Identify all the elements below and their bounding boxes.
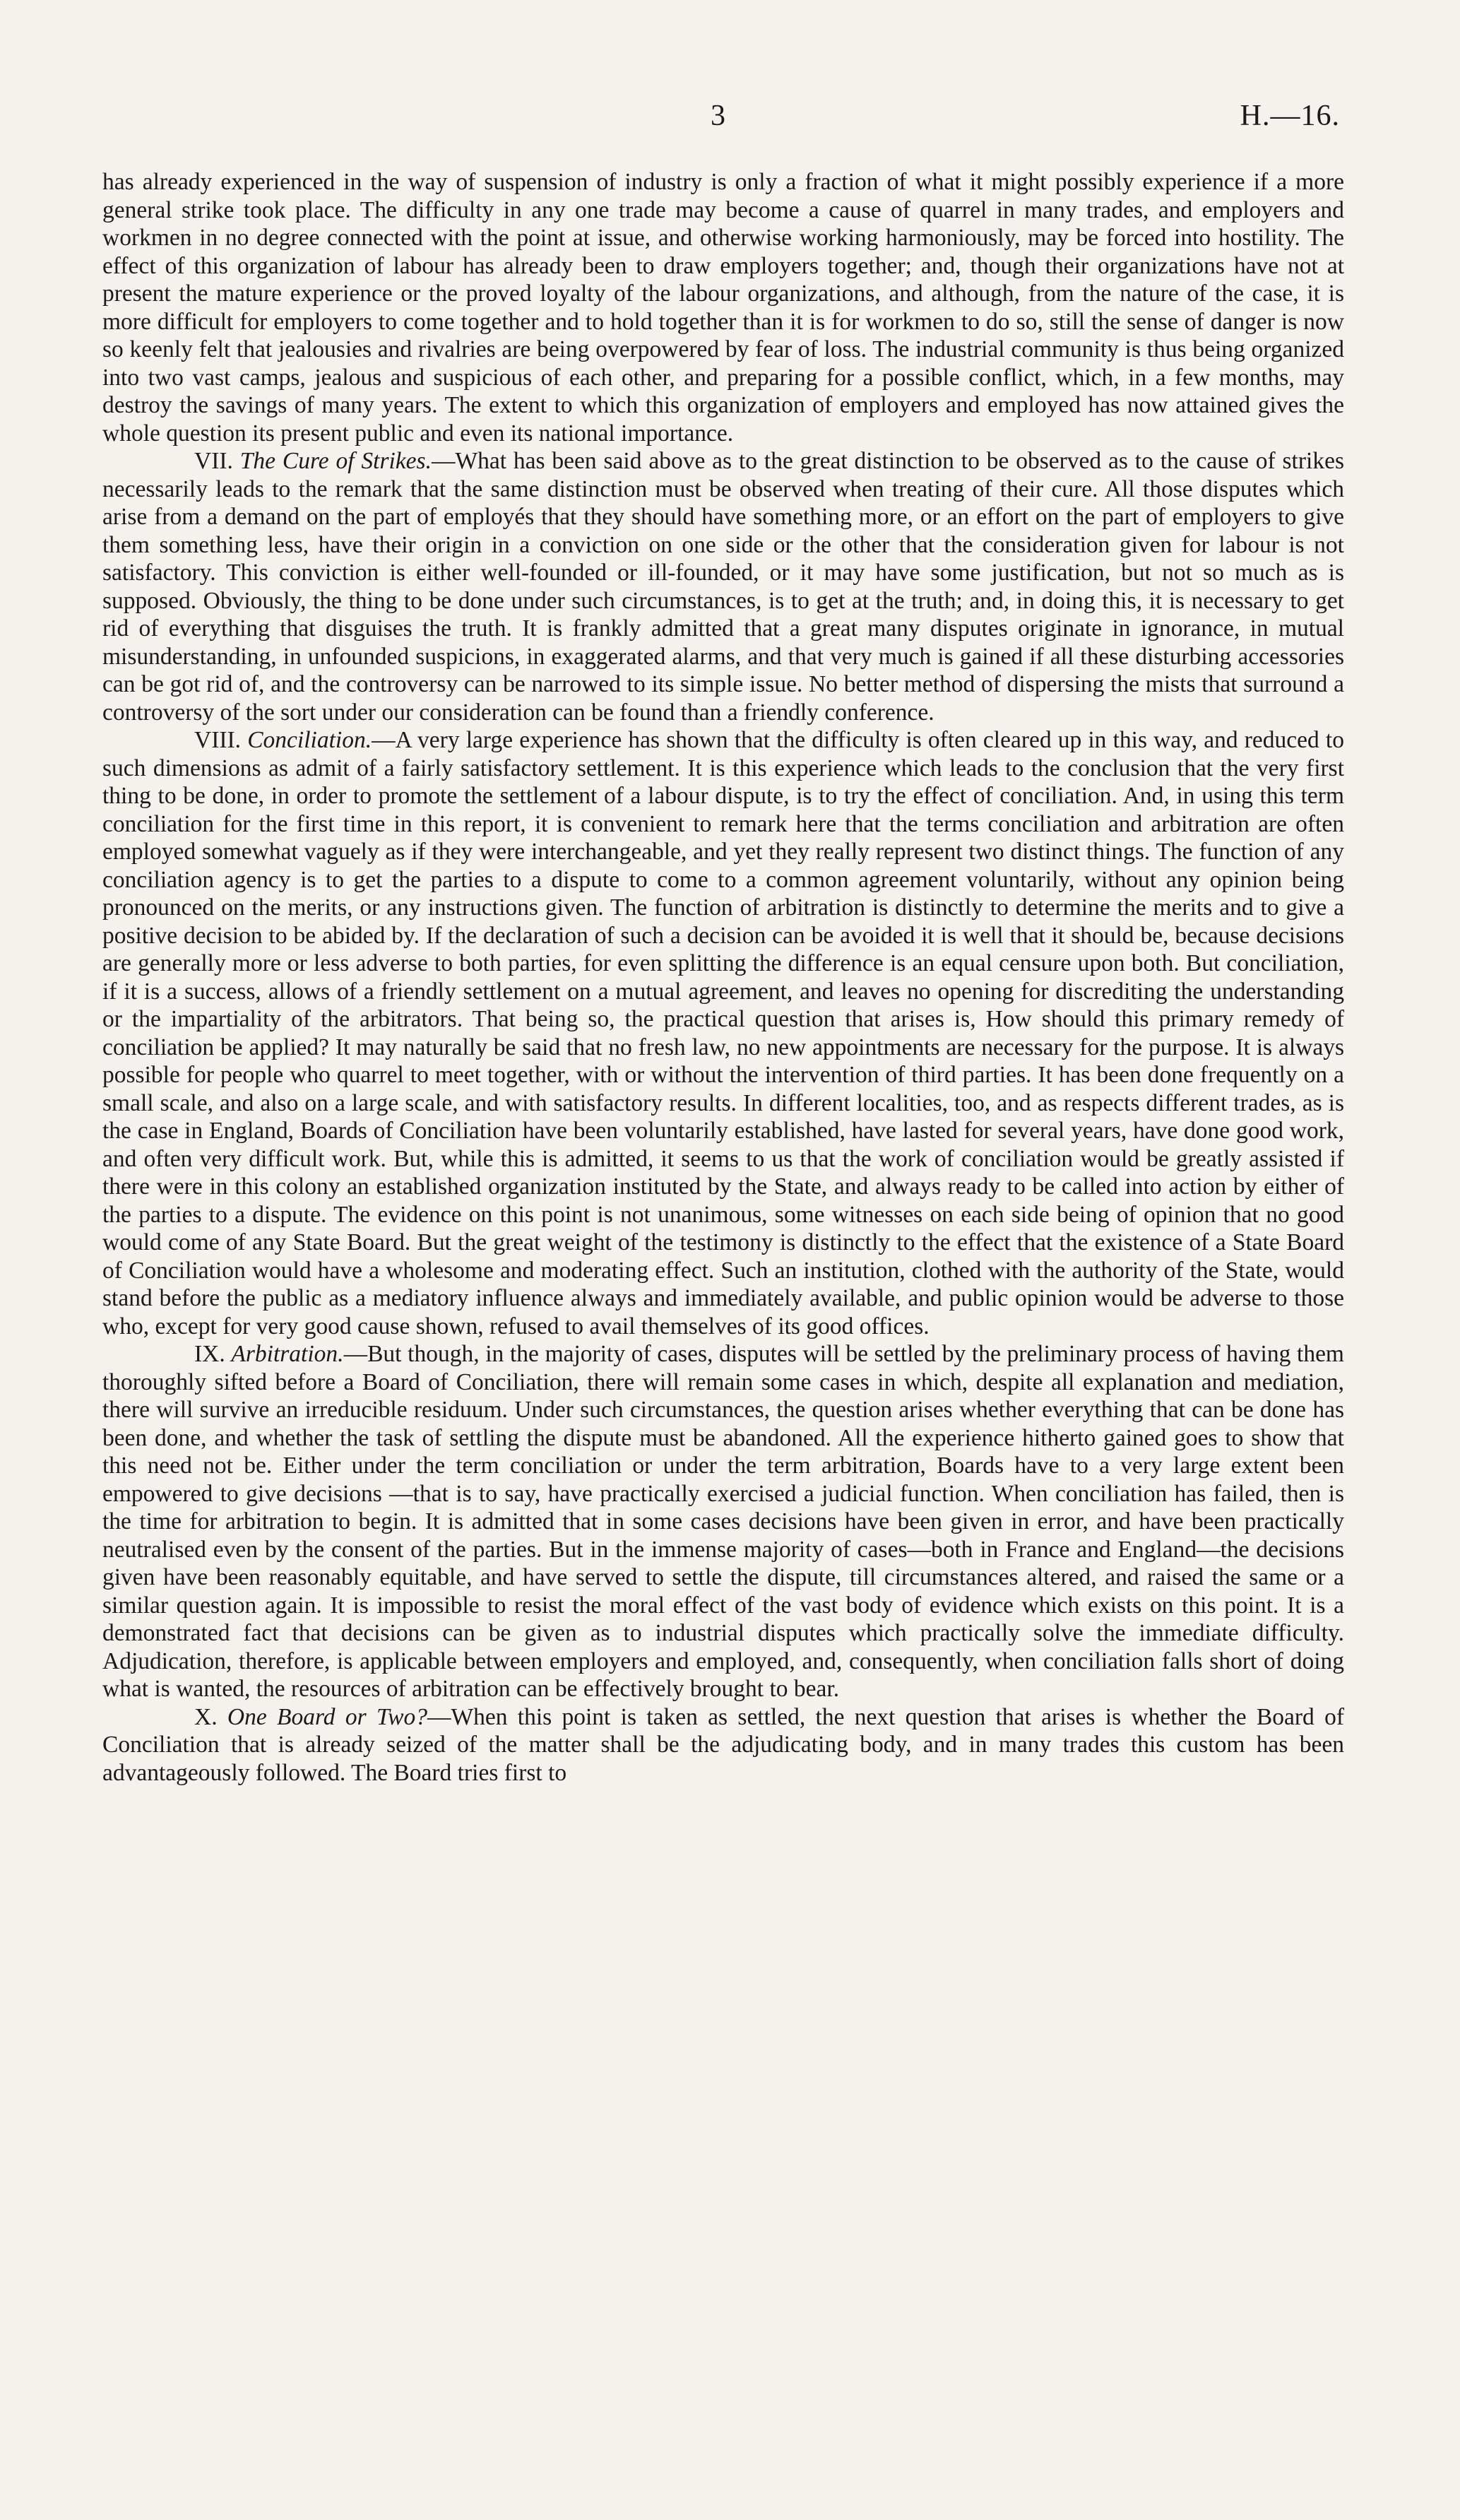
section-number: X.: [194, 1703, 227, 1730]
section-number: IX.: [194, 1341, 232, 1367]
paragraph-text: —A very large experience has shown that the difficulty is often cleared up in this way, and reduced to such dimensions as admit of a fairly satisfactory settlement. It is this experience which leads to the conclusion that the very first thing to be done, in order to promote the settlement of a labour dispute, is to try the effect of conciliation. And, in using this term conciliation for the first time in this report, it is convenient to remark here that the terms conciliation and arbitration are often employed somewhat vaguely as if they were interchangeable, and yet they really represent two distinct things. The function of any conciliation agency is to get the parties to a dispute to come to a common agreement voluntarily, without any opinion being pronounced on the merits, or any instructions given. The function of arbitration is distinctly to determine the merits and to give a positive decision to be abided by. If the declaration of such a decision can be avoided it is well that it should be, because decisions are generally more or less adverse to both parties, for even splitting the difference is an equal censure upon both. But conciliation, if it is a success, allows of a friendly settlement on a mutual agreement, and leaves no opening for discrediting the understanding or the impartiality of the arbitrators. That being so, the practical question that arises is, How should this primary remedy of conciliation be applied? It may naturally be said that no fresh law, no new appointments are necessary for the purpose. It is always possible for people who quarrel to meet together, with or without the intervention of third parties. It has been done frequently on a small scale, and also on a large scale, and with satisfactory results. In different localities, too, and as respects different trades, as is the case in England, Boards of Conciliation have been voluntarily established, have lasted for several years, have done good work, and often very difficult work. But, while this is admitted, it seems to us that the work of conciliation would be greatly assisted if there were in this colony an established organization instituted by the State, and always ready to be called into action by either of the parties to a dispute. The evidence on this point is not unanimous, some witnesses on each side being of opinion that no good would come of any State Board. But the great weight of the testimony is distinctly to the effect that the existence of a State Board of Conciliation would have a wholesome and moderating effect. Such an institution, clothed with the authority of the State, would stand before the public as a mediatory influence always and immediately available, and public opinion would be adverse to those who, except for very good cause shown, refused to avail themselves of its good offices.: [102, 727, 1344, 1339]
section-ix: [102, 1340, 1344, 1703]
body-text: [102, 168, 1344, 1787]
section-number: VIII.: [194, 727, 248, 753]
section-x: [102, 1703, 1344, 1787]
page-number: 3: [711, 100, 725, 132]
section-vii: [102, 447, 1344, 726]
section-heading: Conciliation.: [247, 727, 372, 753]
paragraph-continuation: [102, 168, 1344, 447]
section-heading: The Cure of Strikes.: [239, 448, 432, 474]
paragraph-text: —When this point is taken as settled, the next question that arises is whether the Board of Conciliation that is already seized of the matter shall be the adjudicating body, and in many trades this custom has been advantageously followed. The Board tries first to: [102, 1703, 1344, 1786]
page-header: [0, 99, 1460, 141]
paragraph-text: —But though, in the majority of cases, disputes will be settled by the preliminary process of having them thoroughly sifted before a Board of Conciliation, there will remain some cases in which, despite all explanation and mediation, there will survive an irreducible residuum. Under such circumstances, the question arises whether everything that can be done has been done, and whether the task of settling the dispute must be abandoned. All the experience hitherto gained goes to show that this need not be. Either under the term conciliation or under the term arbitration, Boards have to a very large extent been empowered to give decisions —that is to say, have practically exercised a judicial function. When conciliation has failed, then is the time for arbitration to begin. It is admitted that in some cases decisions have been given in error, and have been practically neutralised even by the consent of the parties. But in the immense majority of cases—both in France and England—the decisions given have been reasonably equitable, and have served to settle the dispute, till circumstances altered, and raised the same or a similar question again. It is impossible to resist the moral effect of the vast body of evidence which exists on this point. It is a demonstrated fact that decisions can be given as to industrial disputes which practically solve the immediate difficulty. Adjudication, therefore, is applicable between employers and employed, and, consequently, when conciliation falls short of doing what is wanted, the resources of arbitration can be effectively brought to bear.: [102, 1341, 1344, 1702]
section-heading: One Board or Two?: [227, 1703, 427, 1730]
section-heading: Arbitration.: [231, 1341, 344, 1367]
section-viii: [102, 726, 1344, 1340]
section-number: VII.: [194, 448, 240, 474]
paragraph-text: has already experienced in the way of suspension of industry is only a fraction of what it might possibly experience if a more general strike took place. The difficulty in any one trade may become a cause of quarrel in many trades, and employers and workmen in no degree connected with the point at issue, and otherwise working harmoniously, may be forced into hostility. The effect of this organization of labour has already been to draw employers together; and, though their organizations have not at present the mature experience or the proved loyalty of the labour organizations, and although, from the nature of the case, it is more difficult for employers to come together and to hold together than it is for workmen to do so, still the sense of danger is now so keenly felt that jealousies and rivalries are being overpowered by fear of loss. The industrial community is thus being organized into two vast camps, jealous and suspicious of each other, and preparing for a possible conflict, which, in a few months, may destroy the savings of many years. The extent to which this organization of employers and employed has now attained gives the whole question its present public and even its national importance.: [102, 169, 1344, 446]
paragraph-text: —What has been said above as to the great distinction to be observed as to the cause of strikes necessarily leads to the remark that the same distinction must be observed when treating of their cure. All those disputes which arise from a demand on the part of employés that they should have something more, or an effort on the part of employers to give them something less, have their origin in a conviction on one side or the other that the consideration given for labour is not satisfactory. This conviction is either well-founded or ill-founded, or it may have some justification, but not so much as is supposed. Obviously, the thing to be done under such circumstances, is to get at the truth; and, in doing this, it is necessary to get rid of everything that disguises the truth. It is frankly admitted that a great many disputes originate in ignorance, in mutual misunderstanding, in unfounded suspicions, in exaggerated alarms, and that very much is gained if all these disturbing accessories can be got rid of, and the controversy can be narrowed to its simple issue. No better method of dispersing the mists that surround a controversy of the sort under our consideration can be found than a friendly conference.: [102, 448, 1344, 726]
document-reference: H.—16.: [1240, 100, 1340, 132]
